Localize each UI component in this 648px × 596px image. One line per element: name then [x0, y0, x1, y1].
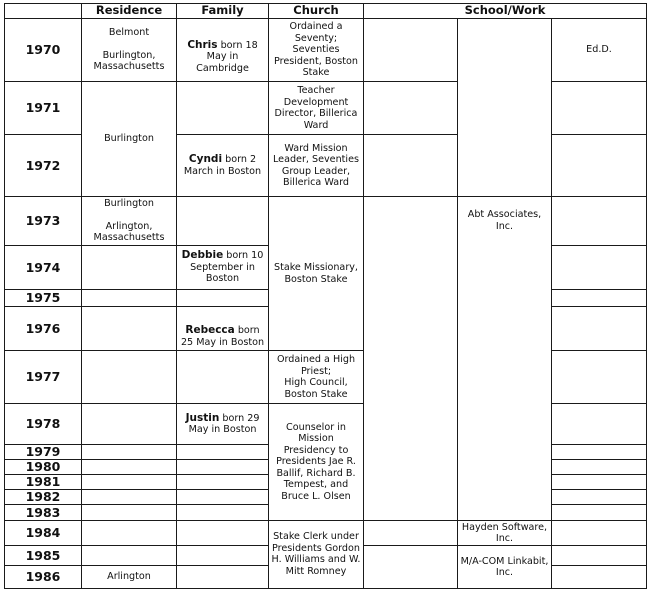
residence-arlington-ma: Arlington, Massachusetts [93, 220, 165, 244]
church-header: Church [269, 4, 364, 19]
year-1978: 1978 [5, 404, 82, 445]
year-1973: 1973 [5, 197, 82, 246]
church-stake-clerk: Stake Clerk under Presidents Gordon H. Williams and W. Mitt Romney [271, 531, 361, 577]
year-1981: 1981 [5, 475, 82, 490]
residence-burlington-1973: Burlington [104, 198, 154, 210]
residence-belmont: Belmont [108, 27, 150, 39]
residence-1985 [82, 546, 177, 566]
residence-1975 [82, 290, 177, 307]
residence-1986: Arlington [82, 566, 177, 589]
table-row-1970 [5, 19, 647, 82]
family-name-justin: Justin [185, 411, 220, 424]
residence-1973 [82, 197, 177, 246]
school-col3-1977 [552, 351, 647, 404]
family-1970 [177, 19, 269, 82]
residence-header: Residence [82, 4, 177, 19]
church-1972: Ward Mission Leader, Seventies Group Leader, Billerica Ward [269, 135, 364, 197]
family-name-debbie: Debbie [181, 249, 224, 262]
church-1970: Ordained a Seventy; Seventies President, Boston Stake [269, 19, 364, 82]
year-1970: 1970 [5, 19, 82, 82]
family-text-debbie: born 10 September in Boston [190, 250, 264, 285]
church-1971: Teacher Development Director, Billerica Ward [269, 82, 364, 135]
school-col3-1982 [552, 490, 647, 505]
church-1984-1986 [269, 521, 364, 589]
year-1972: 1972 [5, 135, 82, 197]
family-name-chris: Chris [187, 38, 218, 51]
year-1982: 1982 [5, 490, 82, 505]
year-1976: 1976 [5, 307, 82, 351]
year-1979: 1979 [5, 445, 82, 460]
school-col3-1981 [552, 475, 647, 490]
school-col3-1971 [552, 82, 647, 135]
school-empty-1973-1983 [364, 197, 458, 521]
year-1984: 1984 [5, 521, 82, 546]
school-col3-1972 [552, 135, 647, 197]
family-1977 [177, 351, 269, 404]
residence-1984 [82, 521, 177, 546]
table-row-1973 [5, 197, 647, 246]
school-empty-1970 [364, 19, 458, 82]
church-1978-1983: Counselor in Mission Presidency to Presidents Jae R. Ballif, Richard B. Tempest, and Bruce L. Olsen [269, 404, 364, 521]
school-col3-1986 [552, 566, 647, 589]
year-1974: 1974 [5, 246, 82, 290]
school-empty-1972 [364, 135, 458, 197]
year-1971: 1971 [5, 82, 82, 135]
header-row [5, 4, 647, 19]
family-1982 [177, 490, 269, 505]
school-col3-1984 [552, 521, 647, 546]
year-1975: 1975 [5, 290, 82, 307]
school-col2-1970-1972 [458, 19, 552, 197]
residence-1976 [82, 307, 177, 351]
school-col3-1975 [552, 290, 647, 307]
school-empty-1971 [364, 82, 458, 135]
residence-1980 [82, 460, 177, 475]
family-text-justin: born 29 May in Boston [188, 412, 260, 435]
school-abt-text: Abt Associates, Inc. [467, 209, 542, 232]
school-col3-1983 [552, 505, 647, 521]
school-col3-1973 [552, 197, 647, 246]
school-col3-1976 [552, 307, 647, 351]
school-empty-1985-1986 [364, 546, 458, 589]
residence-1983 [82, 505, 177, 521]
school-hayden: Hayden Software, Inc. [458, 521, 552, 546]
school-work-header: School/Work [364, 4, 647, 19]
school-col3-1980 [552, 460, 647, 475]
family-1975 [177, 290, 269, 307]
year-1980: 1980 [5, 460, 82, 475]
family-1971 [177, 82, 269, 135]
residence-1982 [82, 490, 177, 505]
residence-1971-1972: Burlington [82, 82, 177, 197]
school-macom: M/A-COM Linkabit, Inc. [458, 546, 552, 589]
church-high-priest: Ordained a High Priest; [276, 354, 356, 377]
residence-burlington-ma: Burlington, Massachusetts [93, 49, 165, 73]
family-text-rebecca: born 25 May in Boston [180, 325, 265, 348]
year-1986: 1986 [5, 566, 82, 589]
family-header: Family [177, 4, 269, 19]
family-1973 [177, 197, 269, 246]
school-col3-1978 [552, 404, 647, 445]
year-1983: 1983 [5, 505, 82, 521]
school-col3-1974 [552, 246, 647, 290]
residence-1970 [82, 19, 177, 82]
family-1974 [177, 246, 269, 290]
school-abt-associates [458, 197, 552, 521]
family-1981 [177, 475, 269, 490]
year-header [5, 4, 82, 19]
timeline-table [4, 3, 647, 589]
family-1976 [177, 307, 269, 351]
family-text-cyndi: born 2 March in Boston [183, 154, 262, 177]
year-1977: 1977 [5, 351, 82, 404]
school-col3-1979 [552, 445, 647, 460]
residence-1974 [82, 246, 177, 290]
family-1984 [177, 521, 269, 546]
family-1972 [177, 135, 269, 197]
family-1978 [177, 404, 269, 445]
family-name-cyndi: Cyndi [188, 153, 223, 165]
school-empty-1984 [364, 521, 458, 546]
residence-1979 [82, 445, 177, 460]
family-text-chris: born 18 May in Cambridge [196, 39, 258, 74]
family-1980 [177, 460, 269, 475]
residence-1977 [82, 351, 177, 404]
family-name-rebecca: Rebecca [185, 324, 235, 336]
residence-1981 [82, 475, 177, 490]
church-1973-1976: Stake Missionary, Boston Stake [269, 197, 364, 351]
year-1985: 1985 [5, 546, 82, 566]
family-1986 [177, 566, 269, 589]
residence-1978 [82, 404, 177, 445]
school-col3-1985 [552, 546, 647, 566]
school-edd: Ed.D. [552, 19, 647, 82]
church-high-council: High Council, Boston Stake [284, 377, 348, 400]
family-1979 [177, 445, 269, 460]
table-row-1984 [5, 521, 647, 546]
family-1985 [177, 546, 269, 566]
family-1983 [177, 505, 269, 521]
church-1977 [269, 351, 364, 404]
